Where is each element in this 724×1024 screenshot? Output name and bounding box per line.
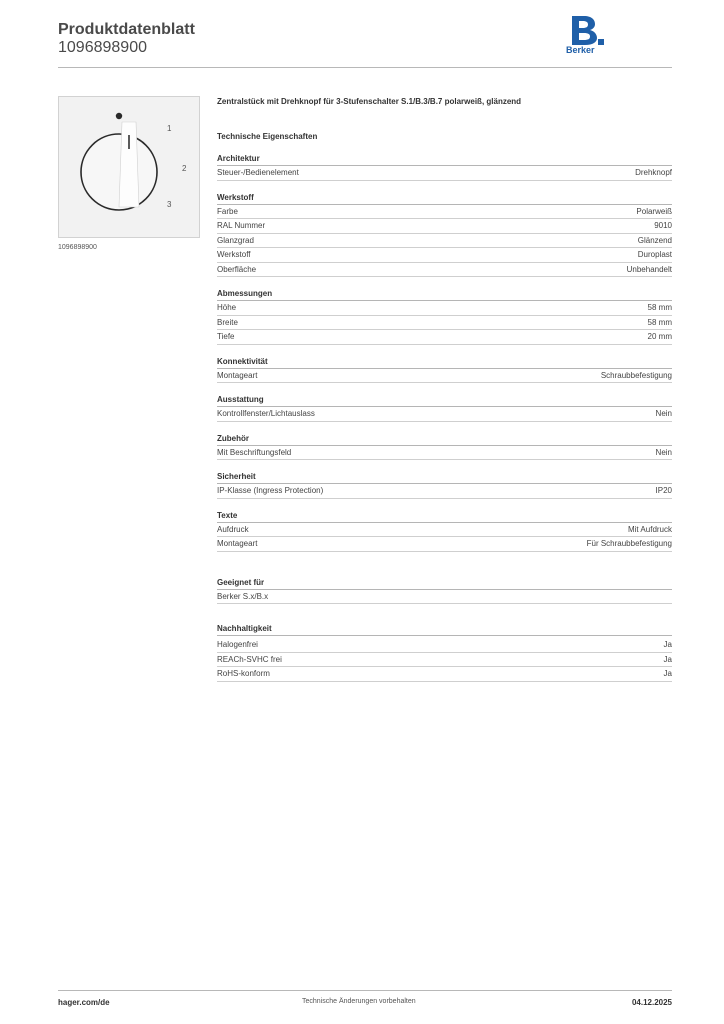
spec-value: Duroplast xyxy=(637,250,672,259)
image-caption: 1096898900 xyxy=(58,244,97,251)
footer-divider xyxy=(58,990,672,991)
spec-label: REACh-SVHC frei xyxy=(217,654,282,664)
group-title: Zubehör xyxy=(217,432,672,446)
spec-value: Mit Aufdruck xyxy=(627,524,672,534)
spec-label: Montageart xyxy=(217,370,258,380)
spec-value: Ja xyxy=(663,669,672,678)
spec-label: RoHS-konform xyxy=(217,669,270,678)
spec-row xyxy=(217,537,672,552)
spec-row xyxy=(217,263,672,278)
rotary-switch-illustration xyxy=(59,97,199,237)
spec-value: Nein xyxy=(655,409,672,418)
spec-label: Mit Beschriftungsfeld xyxy=(217,447,292,457)
spec-row xyxy=(217,369,672,384)
position-dot-icon xyxy=(116,113,122,119)
spec-value: Drehknopf xyxy=(635,168,672,177)
berker-logo-mark-icon xyxy=(566,15,606,45)
spec-value: 58 mm xyxy=(647,303,672,312)
footer-disclaimer: Technische Änderungen vorbehalten xyxy=(302,998,416,1005)
group-title: Konnektivität xyxy=(217,355,672,369)
spec-row xyxy=(217,205,672,220)
spec-value: Ja xyxy=(663,654,672,664)
spec-row xyxy=(217,638,672,653)
header-divider xyxy=(58,67,672,68)
spec-label: Berker S.x/B.x xyxy=(217,591,269,601)
knob-indicator xyxy=(128,135,130,149)
dial-label-2: 2 xyxy=(182,164,187,173)
spec-row xyxy=(217,667,672,682)
spec-value: Glänzend xyxy=(637,235,672,245)
spec-label: Glanzgrad xyxy=(217,235,254,245)
group-title: Architektur xyxy=(217,152,672,166)
spec-value: Nein xyxy=(655,447,672,457)
spec-label: Kontrollfenster/Lichtauslass xyxy=(217,409,315,418)
spec-row xyxy=(217,407,672,422)
spec-value: 9010 xyxy=(654,221,672,230)
spec-label: Tiefe xyxy=(217,332,235,341)
footer-date: 04.12.2025 xyxy=(631,998,672,1007)
spec-label: Höhe xyxy=(217,303,237,312)
spec-value: 20 mm xyxy=(647,332,672,341)
spec-row xyxy=(217,653,672,668)
spec-label: Breite xyxy=(217,317,238,327)
spec-row xyxy=(217,316,672,331)
group-title: Sicherheit xyxy=(217,470,672,484)
spec-row xyxy=(217,219,672,234)
spec-groups xyxy=(217,152,672,552)
spec-value: Für Schraubbefestigung xyxy=(586,539,672,548)
specifications xyxy=(217,96,672,682)
section-spacer xyxy=(217,552,672,566)
group-title-suitable: Geeignet für xyxy=(217,576,672,590)
group-title: Abmessungen xyxy=(217,287,672,301)
spec-label: Halogenfrei xyxy=(217,640,258,649)
group-title: Texte xyxy=(217,509,672,523)
spec-row xyxy=(217,248,672,263)
spec-label: Oberfläche xyxy=(217,264,257,274)
spec-row xyxy=(217,590,672,605)
spec-value: IP20 xyxy=(655,486,672,495)
spec-label: RAL Nummer xyxy=(217,221,266,230)
spec-value: Ja xyxy=(663,640,672,649)
document-title: Produktdatenblatt xyxy=(58,21,195,38)
spec-label: Werkstoff xyxy=(217,250,251,259)
spec-label: Montageart xyxy=(217,539,258,548)
spec-row xyxy=(217,330,672,345)
article-number: 1096898900 xyxy=(58,39,147,56)
berker-logo xyxy=(566,15,606,57)
group-title: Ausstattung xyxy=(217,393,672,407)
spec-label: Aufdruck xyxy=(217,524,249,534)
group-title: Werkstoff xyxy=(217,191,672,205)
dial-label-3: 3 xyxy=(167,200,172,209)
group-title-sustainability: Nachhaltigkeit xyxy=(217,622,672,636)
product-description: Zentralstück mit Drehknopf für 3-Stufenschalter S.1/B.3/B.7 polarweiß, glänzend xyxy=(217,97,522,106)
spec-value: 58 mm xyxy=(647,317,672,327)
spec-row xyxy=(217,234,672,249)
spec-row xyxy=(217,523,672,538)
spec-row xyxy=(217,446,672,461)
spec-row xyxy=(217,301,672,316)
spec-value: Polarweiß xyxy=(636,206,672,216)
spec-row xyxy=(217,166,672,181)
spec-label: Steuer-/Bedienelement xyxy=(217,168,299,177)
brand-name: Berker xyxy=(566,45,595,55)
spec-value: Unbehandelt xyxy=(626,264,672,274)
footer-website: hager.com/de xyxy=(58,998,110,1007)
spec-label: IP-Klasse (Ingress Protection) xyxy=(217,486,324,495)
product-image xyxy=(58,96,200,238)
spec-value: Schraubbefestigung xyxy=(600,370,672,380)
dial-label-1: 1 xyxy=(167,124,172,133)
section-heading: Technische Eigenschaften xyxy=(217,132,318,141)
spec-row xyxy=(217,484,672,499)
rotary-knob xyxy=(119,122,139,207)
sustainability-rows xyxy=(217,638,672,682)
spec-label: Farbe xyxy=(217,206,238,216)
